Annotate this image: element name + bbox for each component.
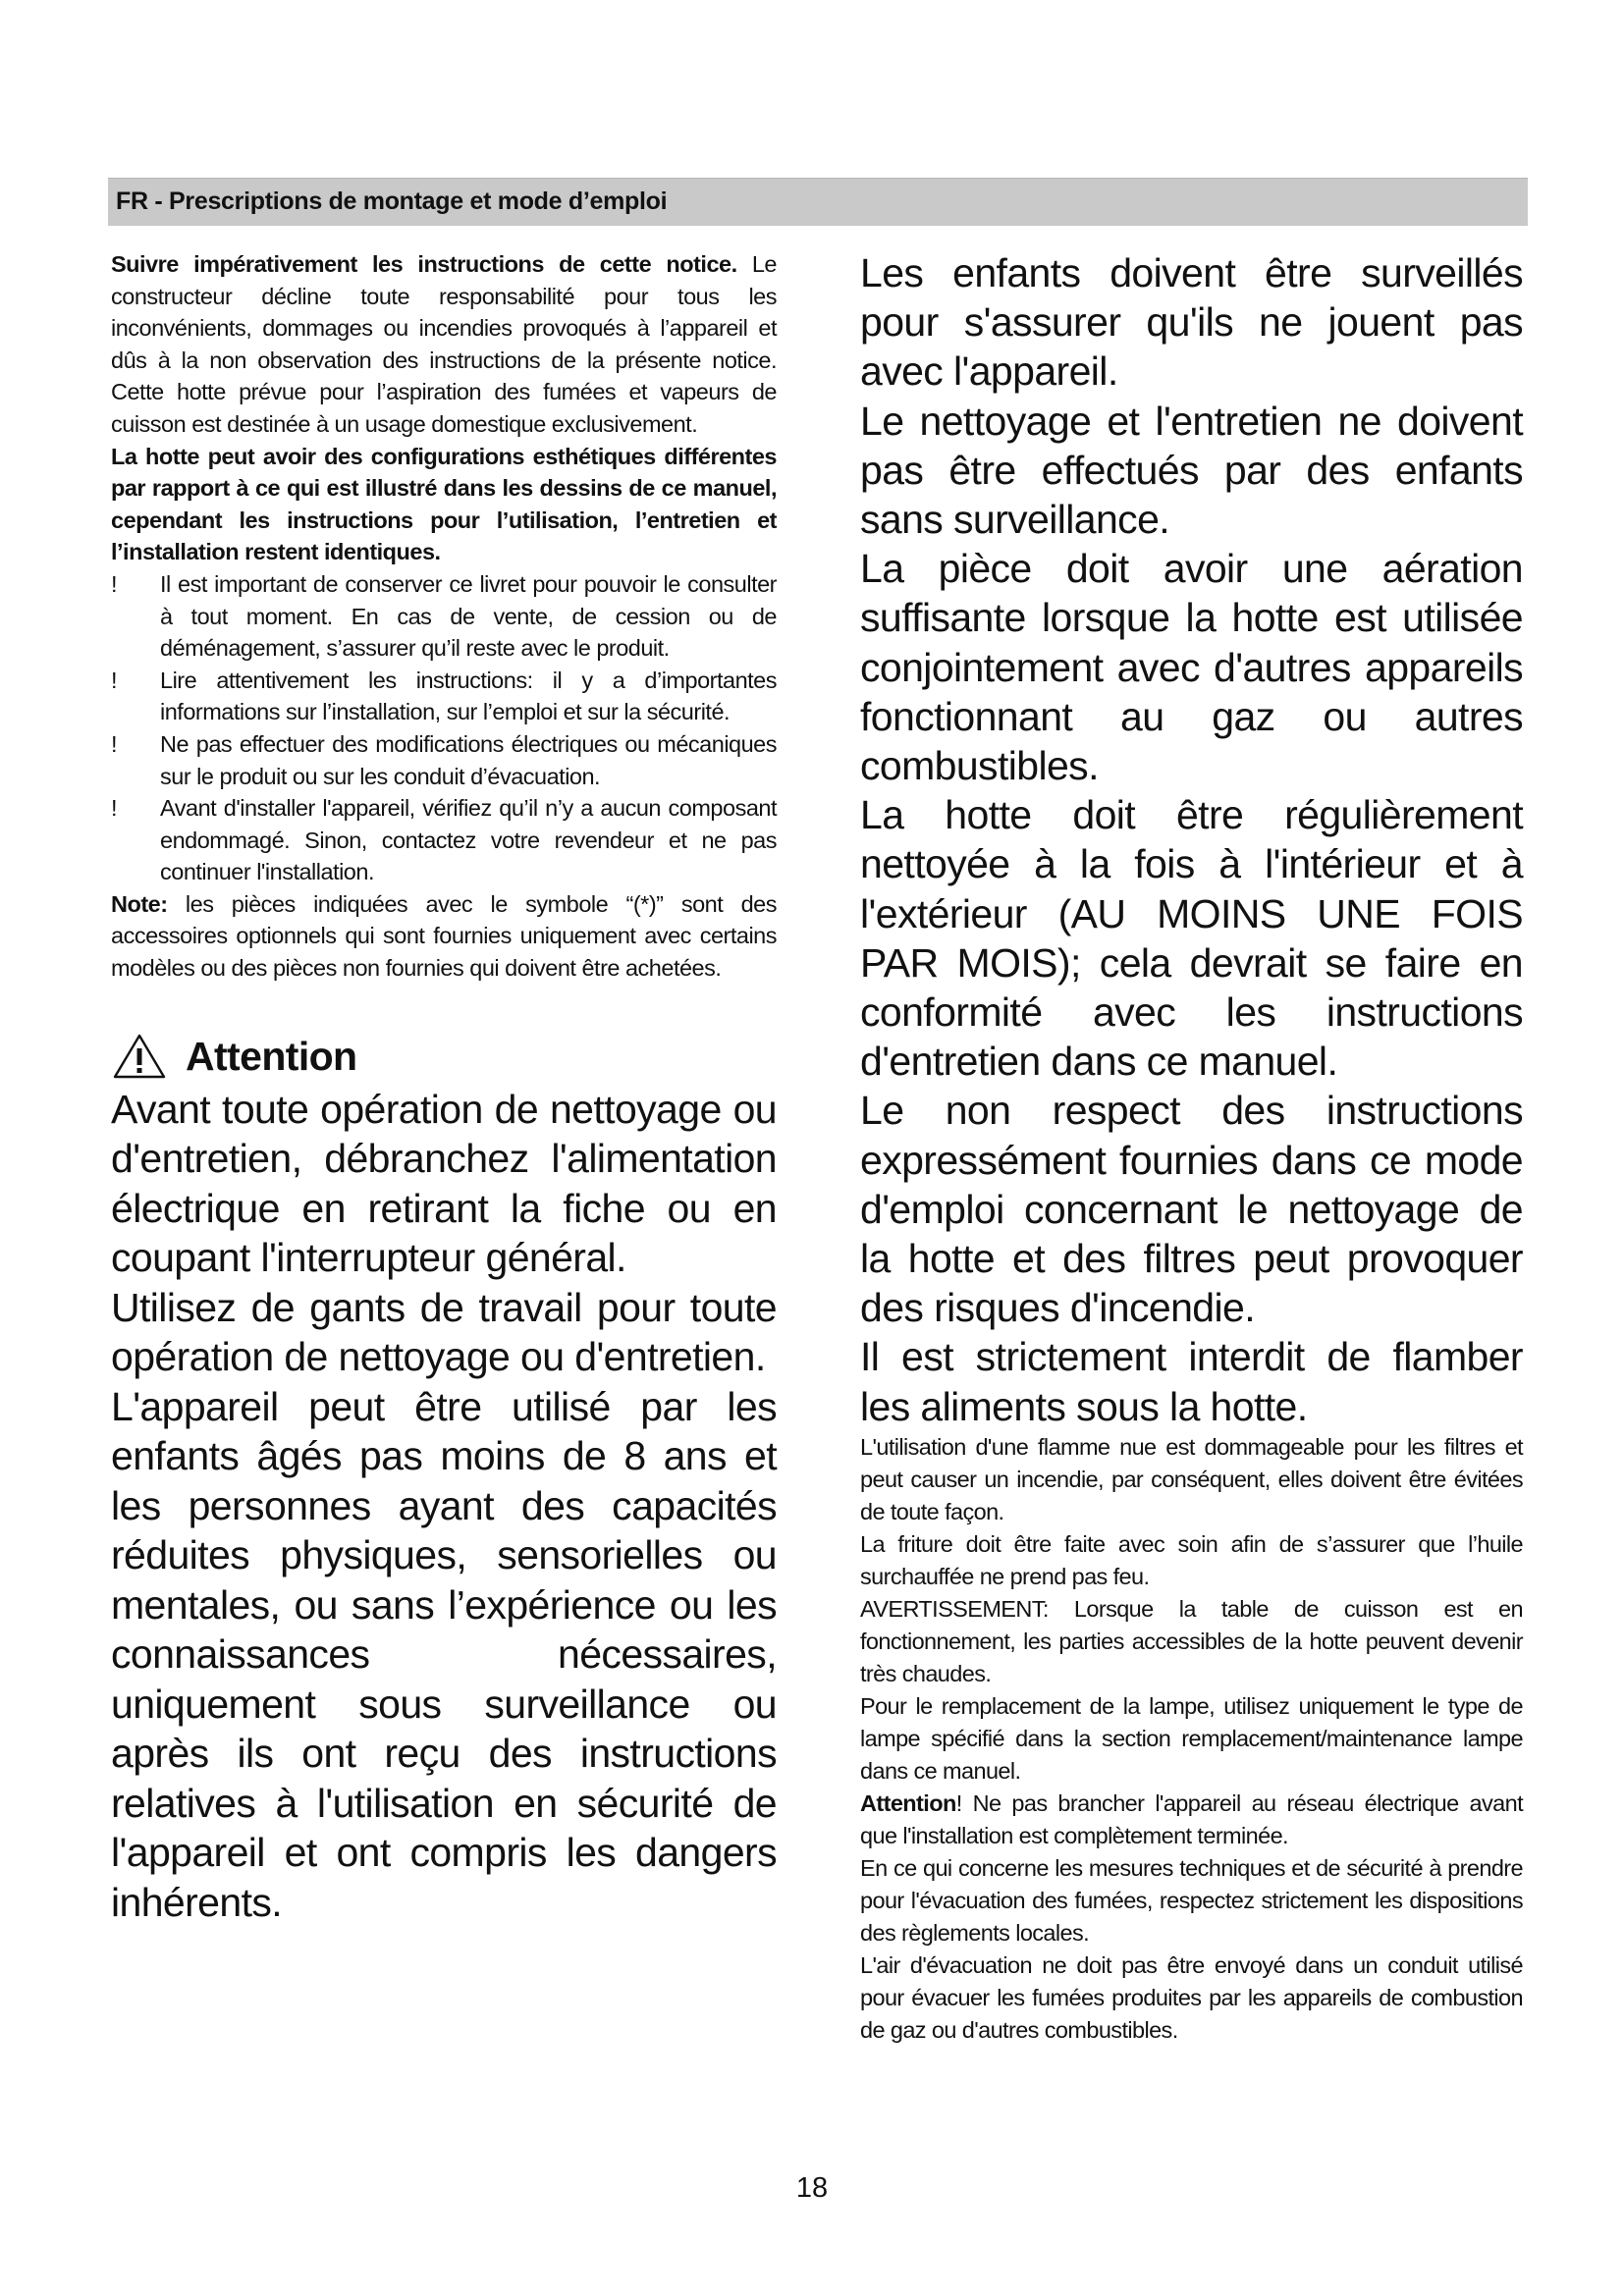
attention-label: Attention: [860, 1789, 956, 1816]
safety-paragraph: Le nettoyage et l'entretien ne doivent pas être effectués par des enfants sans surveillance.: [860, 398, 1523, 543]
safety-paragraph: La pièce doit avoir une aération suffisante lorsque la hotte est utilisée conjointement avec d'autres appareils fonctionnant au gaz ou autres combustibles.: [860, 546, 1523, 789]
list-item: ! Avant d'installer l'appareil, vérifiez qu’il n’y a aucun composant endommagé. Sinon, contactez votre revendeur et ne pas continuer l'installation.: [111, 792, 777, 888]
safety-paragraph: Le non respect des instructions expressément fournies dans ce mode d'emploi concernant le nettoyage de la hotte et des filtres peut provoquer des risques d'incendie.: [860, 1088, 1523, 1331]
exclamation-icon: !: [111, 667, 118, 693]
warning-triangle-icon: [111, 1032, 168, 1081]
safety-paragraph: La hotte doit être régulièrement nettoyée à la fois à l'intérieur et à l'extérieur (AU MOINS UNE FOIS PAR MOIS); cela devrait se faire en conformité avec les instructions d'entretien dans ce manuel.: [860, 792, 1523, 1085]
list-item: ! Ne pas effectuer des modifications électriques ou mécaniques sur le produit ou sur les conduit d’évacuation.: [111, 728, 777, 792]
safety-paragraph: Il est strictement interdit de flamber les aliments sous la hotte.: [860, 1334, 1523, 1429]
page-number: 18: [795, 2172, 829, 2204]
info-paragraph: La friture doit être faite avec soin afin de s’assurer que l’huile surchauffée ne prend pas feu.: [860, 1530, 1523, 1589]
attention-paragraph: Avant toute opération de nettoyage ou d'entretien, débranchez l'alimentation électrique en retirant la fiche ou en coupant l'interrupteur général.: [111, 1086, 777, 1281]
attention-paragraph: L'appareil peut être utilisé par les enfants âgés pas moins de 8 ans et les personnes ayant des capacités réduites physiques, sensorielles ou mentales, ou sans l’expérience ou les connaissances nécessaires, uniquement sous surveillance ou après ils ont reçu des instructions relatives à l'utilisation en sécurité de l'appareil et ont compris les dangers inhérents.: [111, 1383, 777, 1925]
info-paragraph: L'utilisation d'une flamme nue est dommageable pour les filtres et peut causer un incendie, par conséquent, elles doivent être évitées de toute façon.: [860, 1433, 1523, 1524]
info-paragraph: AVERTISSEMENT: Lorsque la table de cuisson est en fonctionnement, les parties accessibles de la hotte peuvent devenir très chaudes.: [860, 1595, 1523, 1686]
exclamation-icon: !: [111, 730, 118, 757]
note-label: Note:: [111, 890, 168, 917]
attention-heading: [111, 1032, 777, 1081]
list-item: ! Lire attentivement les instructions: il y a d’importantes informations sur l’installation, sur l’emploi et sur la sécurité.: [111, 665, 777, 728]
intro-paragraph: [111, 248, 777, 441]
config-paragraph: La hotte peut avoir des configurations esthétiques différentes par rapport à ce qui est illustré dans les dessins de ce manuel, cependant les instructions pour l’utilisation, l’entretien et l’installation restent identiques.: [111, 443, 777, 565]
attention-note-text: ! Ne pas brancher l'appareil au réseau électrique avant que l'installation est complètement terminée.: [860, 1789, 1523, 1848]
intro-text: Le constructeur décline toute responsabilité pour tous les inconvénients, dommages ou incendies provoqués à l’appareil et dûs à la non observation des instructions de la présente notice. Cette hotte prévue pour l’aspiration des fumées et vapeurs de cuisson est destinée à un usage domestique exclusivement.: [111, 251, 777, 437]
attention-paragraph: Utilisez de gants de travail pour toute opération de nettoyage ou d'entretien.: [111, 1284, 777, 1380]
section-header-bar: [108, 178, 1528, 226]
info-paragraph: En ce qui concerne les mesures techniques et de sécurité à prendre pour l'évacuation des fumées, respectez strictement les dispositions des règlements locales.: [860, 1854, 1523, 1946]
note-text: les pièces indiquées avec le symbole “(*)” sont des accessoires optionnels qui sont fournies uniquement avec certains modèles ou des pièces non fournies qui doivent être achetées.: [111, 890, 777, 982]
safety-paragraph: Les enfants doivent être surveillés pour s'assurer qu'ils ne jouent pas avec l'appareil.: [860, 250, 1523, 395]
list-item: ! Il est important de conserver ce livret pour pouvoir le consulter à tout moment. En cas de vente, de cession ou de déménagement, s’assurer qu’il reste avec le produit.: [111, 568, 777, 665]
exclamation-icon: !: [111, 570, 118, 597]
note-paragraph: [111, 888, 777, 985]
section-title: FR - Prescriptions de montage et mode d’emploi: [116, 187, 668, 215]
exclamation-icon: !: [111, 795, 118, 822]
attention-note: [860, 1788, 1523, 1852]
left-column: [111, 248, 777, 1927]
attention-title: Attention: [186, 1033, 357, 1079]
intro-bold: Suivre impérativement les instructions de cette notice.: [111, 251, 737, 277]
right-column: [860, 248, 1523, 2047]
info-paragraph: L'air d'évacuation ne doit pas être envoyé dans un conduit utilisé pour évacuer les fumées produites par les appareils de combustion de gaz ou d'autres combustibles.: [860, 1951, 1523, 2043]
info-paragraph: Pour le remplacement de la lampe, utilisez uniquement le type de lampe spécifié dans la section remplacement/maintenance lampe dans ce manuel.: [860, 1692, 1523, 1784]
